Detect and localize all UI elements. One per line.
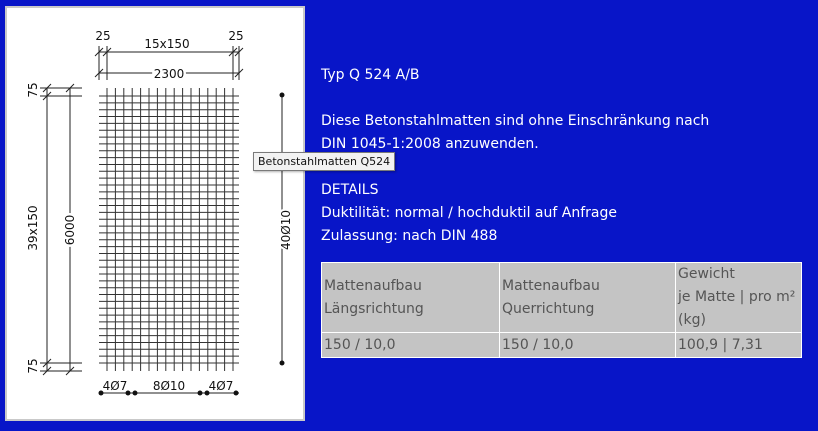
dim-bottom-left: 4Ø7 [102, 379, 128, 393]
table-cell: 100,9 | 7,31 [676, 333, 802, 358]
dim-top-right: 25 [228, 29, 244, 43]
description-line-2: DIN 1045-1:2008 anzuwenden. [321, 136, 539, 152]
header-text: Mattenaufbau [324, 277, 422, 294]
dim-bottom-middle: 8Ø10 [152, 379, 186, 393]
mesh-spec-table [321, 262, 802, 358]
dim-left-total: 6000 [63, 214, 77, 246]
ductility-text: Duktilität: normal / hochduktil auf Anfrage [321, 205, 617, 221]
product-description [321, 64, 801, 248]
header-weight [676, 263, 802, 333]
table-row [322, 333, 802, 358]
table-cell: 150 / 10,0 [500, 333, 676, 358]
dim-top-middle: 15x150 [144, 37, 190, 51]
dim-left-middle: 39x150 [26, 205, 40, 251]
dim-right-bars: 40Ø10 [279, 210, 293, 250]
dim-left-bottom: 75 [26, 358, 40, 374]
header-text: Gewicht [678, 266, 735, 282]
header-text: Längsrichtung [324, 300, 424, 317]
header-text: (kg) [678, 312, 706, 328]
product-title: Typ Q 524 A/B [321, 67, 420, 83]
table-cell: 150 / 10,0 [322, 333, 500, 358]
header-longitudinal [322, 263, 500, 333]
header-text: Querrichtung [502, 300, 595, 317]
image-tooltip: Betonstahlmatten Q524 [253, 152, 395, 171]
dim-bottom-right: 4Ø7 [208, 379, 234, 393]
header-text: Mattenaufbau [502, 277, 600, 294]
description-line-1: Diese Betonstahlmatten sind ohne Einschränkung nach [321, 113, 710, 129]
product-drawing[interactable] [5, 6, 305, 421]
header-text: je Matte | pro m² [678, 289, 796, 305]
approval-text: Zulassung: nach DIN 488 [321, 228, 498, 244]
details-heading: DETAILS [321, 182, 379, 198]
dim-top-total: 2300 [153, 67, 185, 81]
dim-left-top: 75 [26, 82, 40, 98]
table-header-row [322, 263, 802, 333]
reinforcement-mesh-drawing [7, 8, 303, 419]
header-transverse [500, 263, 676, 333]
dim-top-left: 25 [95, 29, 111, 43]
